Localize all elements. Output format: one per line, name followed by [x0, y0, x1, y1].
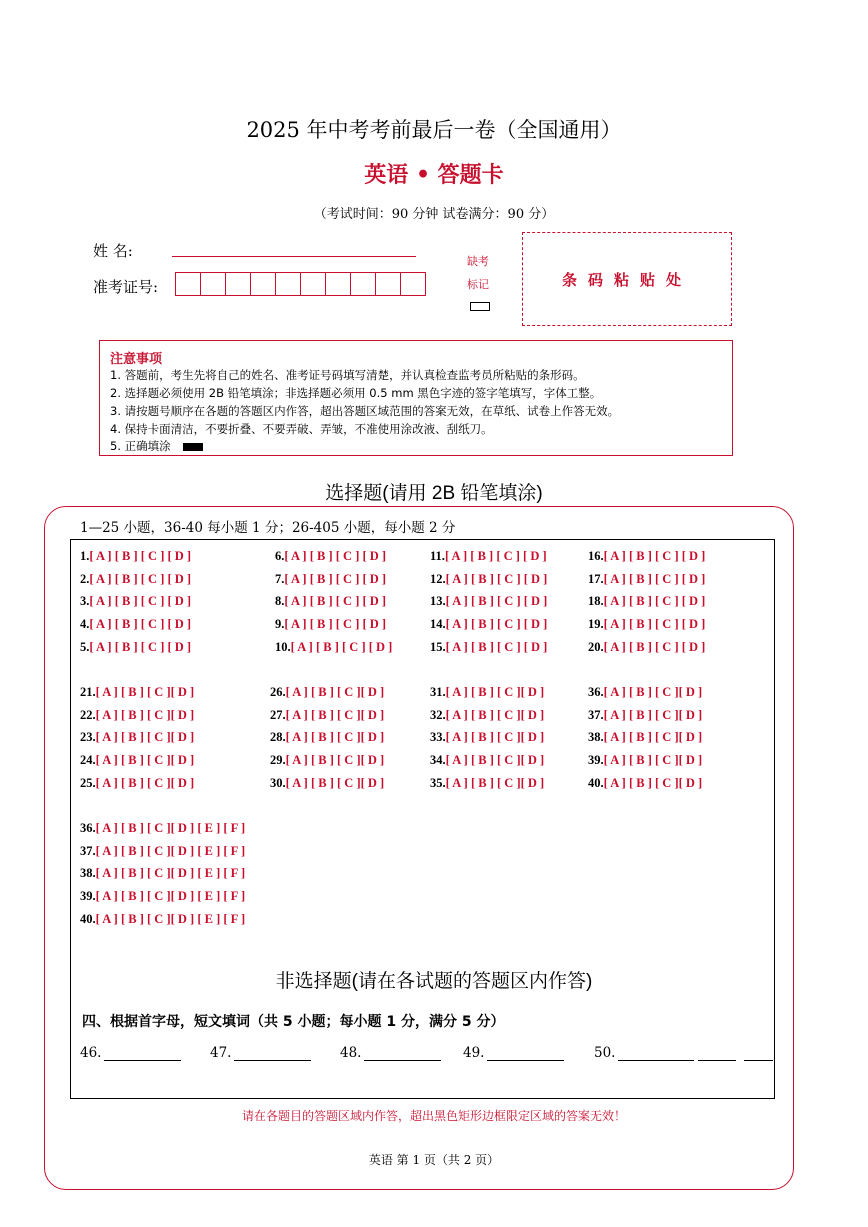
answer-options[interactable]: [ A ] [ B ] [ C ] [ D ]: [603, 617, 706, 632]
answer-options[interactable]: [ A ] [ B ] [ C ][ D ]: [445, 753, 545, 768]
choice-question[interactable]: [80, 617, 191, 632]
blank-answer-line[interactable]: [104, 1060, 181, 1061]
answer-options[interactable]: [ A ] [ B ] [ C ][ D ]: [95, 775, 195, 790]
answer-options[interactable]: [ A ] [ B ] [ C ] [ D ]: [284, 617, 387, 632]
question-number: 10.: [275, 639, 291, 654]
answer-options[interactable]: [ A ] [ B ] [ C ][ D ]: [445, 685, 545, 699]
question-number: 18.: [588, 594, 604, 609]
barcode-area: [522, 232, 732, 326]
answer-options[interactable]: [ A ] [ B ] [ C ] [ D ]: [89, 571, 192, 586]
question-number: 17.: [588, 571, 604, 586]
choice-question[interactable]: [270, 685, 384, 700]
question-number: 34.: [430, 753, 446, 768]
answer-options[interactable]: [ A ] [ B ] [ C ][ D ]: [603, 707, 703, 722]
choice-question[interactable]: [80, 821, 245, 836]
page-title: 2025 年中考考前最后一卷（全国通用）: [246, 118, 622, 142]
answer-options[interactable]: [ A ] [ B ] [ C ] [ D ]: [445, 571, 548, 586]
notes-item: 2. 选择题必须使用 2B 铅笔填涂；非选择题必须用 0.5 mm 黑色字迹的签字笔填写，字体工整。: [110, 386, 602, 400]
id-digit-box[interactable]: [200, 272, 226, 296]
choice-question[interactable]: [430, 640, 547, 655]
choice-question[interactable]: [430, 753, 544, 768]
question-number: 36.: [80, 821, 96, 835]
notes-box: [99, 340, 733, 456]
blank-extension-line[interactable]: [744, 1060, 773, 1061]
barcode-label: 条码粘贴处: [561, 270, 692, 289]
question-number: 31.: [430, 685, 446, 699]
answer-options[interactable]: [ A ] [ B ] [ C ] [ D ]: [445, 617, 548, 632]
question-number: 3.: [80, 594, 90, 609]
choice-question[interactable]: [588, 753, 702, 768]
answer-options[interactable]: [ A ] [ B ] [ C ][ D ]: [285, 707, 385, 722]
choice-question[interactable]: [270, 753, 384, 768]
choice-question[interactable]: [270, 708, 384, 723]
choice-question[interactable]: [80, 594, 191, 609]
question-number: 37.: [80, 843, 96, 858]
question-number: 20.: [588, 639, 604, 654]
choice-question[interactable]: [80, 776, 194, 791]
exam-info: （考试时间：90 分钟 试卷满分：90 分）: [313, 207, 555, 222]
choice-question[interactable]: [80, 572, 191, 587]
answer-options[interactable]: [ A ] [ B ] [ C ] [ D ]: [290, 639, 393, 654]
absent-label-2: 标记: [467, 278, 489, 291]
answer-options[interactable]: [ A ] [ B ] [ C ][ D ] [ E ] [ F ]: [95, 889, 246, 904]
choice-question[interactable]: [80, 549, 191, 564]
choice-question[interactable]: [430, 685, 544, 700]
blank-number: 48.: [340, 1045, 362, 1061]
question-number: 9.: [275, 617, 285, 632]
answer-options[interactable]: [ A ] [ B ] [ C ][ D ]: [603, 775, 703, 790]
choice-question[interactable]: [430, 572, 547, 587]
answer-options[interactable]: [ A ] [ B ] [ C ][ D ]: [285, 685, 385, 699]
answer-options[interactable]: [ A ] [ B ] [ C ] [ D ]: [603, 594, 706, 609]
answer-options[interactable]: [ A ] [ B ] [ C ] [ D ]: [603, 549, 706, 563]
question-number: 35.: [430, 775, 446, 790]
id-digit-box[interactable]: [375, 272, 401, 296]
choice-question[interactable]: [270, 776, 384, 791]
boundary-warning: 请在各题目的答题区域内作答，超出黑色矩形边框限定区域的答案无效！: [241, 1109, 626, 1123]
blank-number: 50.: [594, 1045, 616, 1061]
choice-question[interactable]: [275, 549, 386, 564]
name-field[interactable]: [172, 256, 416, 257]
choice-question[interactable]: [80, 912, 245, 927]
blank-number: 46.: [80, 1045, 102, 1061]
blank-answer-line[interactable]: [234, 1060, 311, 1061]
choice-question[interactable]: [430, 594, 547, 609]
choice-question[interactable]: [588, 617, 705, 632]
blank-extension-line[interactable]: [698, 1060, 736, 1061]
choice-question[interactable]: [275, 594, 386, 609]
answer-options[interactable]: [ A ] [ B ] [ C ] [ D ]: [444, 549, 547, 563]
choice-question[interactable]: [270, 730, 384, 745]
id-number-boxes[interactable]: [176, 272, 426, 296]
id-digit-box[interactable]: [350, 272, 376, 296]
question-number: 6.: [275, 549, 285, 563]
id-digit-box[interactable]: [225, 272, 251, 296]
question-number: 23.: [80, 730, 96, 745]
nonchoice-section-title: 非选择题(请在各试题的答题区内作答): [275, 971, 593, 992]
choice-question[interactable]: [80, 866, 245, 881]
question-number: 40.: [80, 911, 96, 926]
question-number: 24.: [80, 753, 96, 768]
answer-options[interactable]: [ A ] [ B ] [ C ][ D ]: [285, 775, 385, 790]
choice-question[interactable]: [275, 640, 392, 655]
blank-number: 47.: [210, 1045, 232, 1061]
choice-question[interactable]: [588, 708, 702, 723]
answer-options[interactable]: [ A ] [ B ] [ C ][ D ]: [445, 707, 545, 722]
question-number: 38.: [588, 730, 604, 745]
notes-item-5: [110, 438, 203, 454]
question-number: 26.: [270, 685, 286, 699]
answer-options[interactable]: [ A ] [ B ] [ C ] [ D ]: [89, 639, 192, 654]
answer-options[interactable]: [ A ] [ B ] [ C ][ D ] [ E ] [ F ]: [95, 866, 246, 881]
choice-question[interactable]: [430, 776, 544, 791]
answer-options[interactable]: [ A ] [ B ] [ C ] [ D ]: [89, 617, 192, 632]
answer-options[interactable]: [ A ] [ B ] [ C ] [ D ]: [284, 549, 387, 563]
answer-options[interactable]: [ A ] [ B ] [ C ][ D ]: [285, 730, 385, 745]
choice-question[interactable]: [80, 708, 194, 723]
answer-options[interactable]: [ A ] [ B ] [ C ] [ D ]: [603, 639, 706, 654]
choice-question[interactable]: [430, 730, 544, 745]
id-digit-box[interactable]: [400, 272, 426, 296]
question-number: 29.: [270, 753, 286, 768]
answer-options[interactable]: [ A ] [ B ] [ C ] [ D ]: [445, 639, 548, 654]
id-digit-box[interactable]: [275, 272, 301, 296]
question-number: 25.: [80, 775, 96, 790]
choice-question[interactable]: [588, 594, 705, 609]
choice-question[interactable]: [80, 640, 191, 655]
choice-question[interactable]: [80, 753, 194, 768]
question-number: 40.: [588, 775, 604, 790]
notes-item: 3. 请按题号顺序在各题的答题区内作答，超出答题区域范围的答案无效，在草纸、试卷上作答无效。: [110, 404, 620, 418]
answer-options[interactable]: [ A ] [ B ] [ C ][ D ] [ E ] [ F ]: [95, 843, 246, 858]
question-number: 12.: [430, 571, 446, 586]
absent-mark-box[interactable]: [470, 302, 490, 311]
question-number: 19.: [588, 617, 604, 632]
question-number: 38.: [80, 866, 96, 881]
blank-answer-line[interactable]: [487, 1060, 564, 1061]
id-digit-box[interactable]: [300, 272, 326, 296]
choice-question[interactable]: [588, 549, 705, 564]
card-subtitle: 英语 • 答题卡: [364, 162, 504, 188]
choice-question[interactable]: [80, 685, 194, 700]
choice-question[interactable]: [588, 685, 702, 700]
notes-item-label: 5. 正确填涂: [110, 439, 171, 453]
question-number: 7.: [275, 571, 285, 586]
question-number: 14.: [430, 617, 446, 632]
scoring-note: 1—25 小题，36-40 每小题 1 分；26-405 小题，每小题 2 分: [80, 520, 456, 536]
question-number: 15.: [430, 639, 446, 654]
answer-options[interactable]: [ A ] [ B ] [ C ][ D ]: [603, 685, 703, 699]
question-number: 5.: [80, 639, 90, 654]
question-number: 22.: [80, 707, 96, 722]
answer-options[interactable]: [ A ] [ B ] [ C ][ D ]: [445, 730, 545, 745]
question-number: 2.: [80, 571, 90, 586]
blank-answer-line[interactable]: [364, 1060, 441, 1061]
answer-options[interactable]: [ A ] [ B ] [ C ] [ D ]: [89, 549, 192, 563]
id-digit-box[interactable]: [250, 272, 276, 296]
question-number: 16.: [588, 549, 604, 563]
notes-title: 注意事项: [110, 352, 163, 367]
question-number: 39.: [588, 753, 604, 768]
answer-options[interactable]: [ A ] [ B ] [ C ][ D ]: [603, 753, 703, 768]
answer-options[interactable]: [ A ] [ B ] [ C ][ D ]: [95, 707, 195, 722]
answer-options[interactable]: [ A ] [ B ] [ C ] [ D ]: [284, 594, 387, 609]
answer-options[interactable]: [ A ] [ B ] [ C ] [ D ]: [89, 594, 192, 609]
id-digit-box[interactable]: [175, 272, 201, 296]
page-footer: 英语 第 1 页（共 2 页）: [368, 1153, 500, 1167]
answer-options[interactable]: [ A ] [ B ] [ C ] [ D ]: [603, 571, 706, 586]
name-label: 姓 名:: [93, 242, 133, 260]
choice-question[interactable]: [588, 572, 705, 587]
question-number: 27.: [270, 707, 286, 722]
fill-sample-mark: [183, 443, 203, 451]
question-number: 33.: [430, 730, 446, 745]
answer-options[interactable]: [ A ] [ B ] [ C ] [ D ]: [284, 571, 387, 586]
answer-options[interactable]: [ A ] [ B ] [ C ][ D ]: [285, 753, 385, 768]
question-number: 13.: [430, 594, 446, 609]
question-number: 28.: [270, 730, 286, 745]
choice-question[interactable]: [430, 549, 547, 564]
answer-options[interactable]: [ A ] [ B ] [ C ][ D ]: [95, 753, 195, 768]
answer-options[interactable]: [ A ] [ B ] [ C ][ D ] [ E ] [ F ]: [95, 821, 246, 835]
question-number: 11.: [430, 549, 445, 563]
choice-question[interactable]: [430, 617, 547, 632]
question-number: 4.: [80, 617, 90, 632]
blank-answer-line[interactable]: [618, 1060, 694, 1061]
choice-question[interactable]: [275, 617, 386, 632]
blank-number: 49.: [463, 1045, 485, 1061]
question-number: 30.: [270, 775, 286, 790]
answer-options[interactable]: [ A ] [ B ] [ C ][ D ]: [603, 730, 703, 745]
choice-question[interactable]: [588, 640, 705, 655]
choice-question[interactable]: [80, 730, 194, 745]
id-label: 准考证号:: [93, 278, 159, 296]
question-number: 21.: [80, 685, 96, 699]
id-digit-box[interactable]: [325, 272, 351, 296]
question-number: 36.: [588, 685, 604, 699]
question-number: 1.: [80, 549, 90, 563]
question-number: 39.: [80, 889, 96, 904]
choice-section-title: 选择题(请用 2B 铅笔填涂): [325, 483, 543, 504]
notes-item: 1. 答题前，考生先将自己的姓名、准考证号码填写清楚，并认真检查监考员所粘贴的条形码。: [110, 368, 585, 382]
choice-question[interactable]: [80, 889, 245, 904]
question-number: 32.: [430, 707, 446, 722]
choice-question[interactable]: [275, 572, 386, 587]
answer-options[interactable]: [ A ] [ B ] [ C ][ D ] [ E ] [ F ]: [95, 911, 246, 926]
absent-label-1: 缺考: [467, 255, 489, 268]
answer-options[interactable]: [ A ] [ B ] [ C ][ D ]: [445, 775, 545, 790]
part4-title: 四、根据首字母，短文填词（共 5 小题；每小题 1 分，满分 5 分）: [82, 1014, 505, 1030]
answer-options[interactable]: [ A ] [ B ] [ C ][ D ]: [95, 730, 195, 745]
choice-question[interactable]: [588, 730, 702, 745]
choice-question[interactable]: [80, 844, 245, 859]
question-number: 37.: [588, 707, 604, 722]
choice-question[interactable]: [430, 708, 544, 723]
answer-options[interactable]: [ A ] [ B ] [ C ] [ D ]: [445, 594, 548, 609]
question-number: 8.: [275, 594, 285, 609]
notes-item: 4. 保持卡面清洁，不要折叠、不要弄破、弄皱，不准使用涂改液、刮纸刀。: [110, 422, 493, 436]
answer-options[interactable]: [ A ] [ B ] [ C ][ D ]: [95, 685, 195, 699]
choice-question[interactable]: [588, 776, 702, 791]
